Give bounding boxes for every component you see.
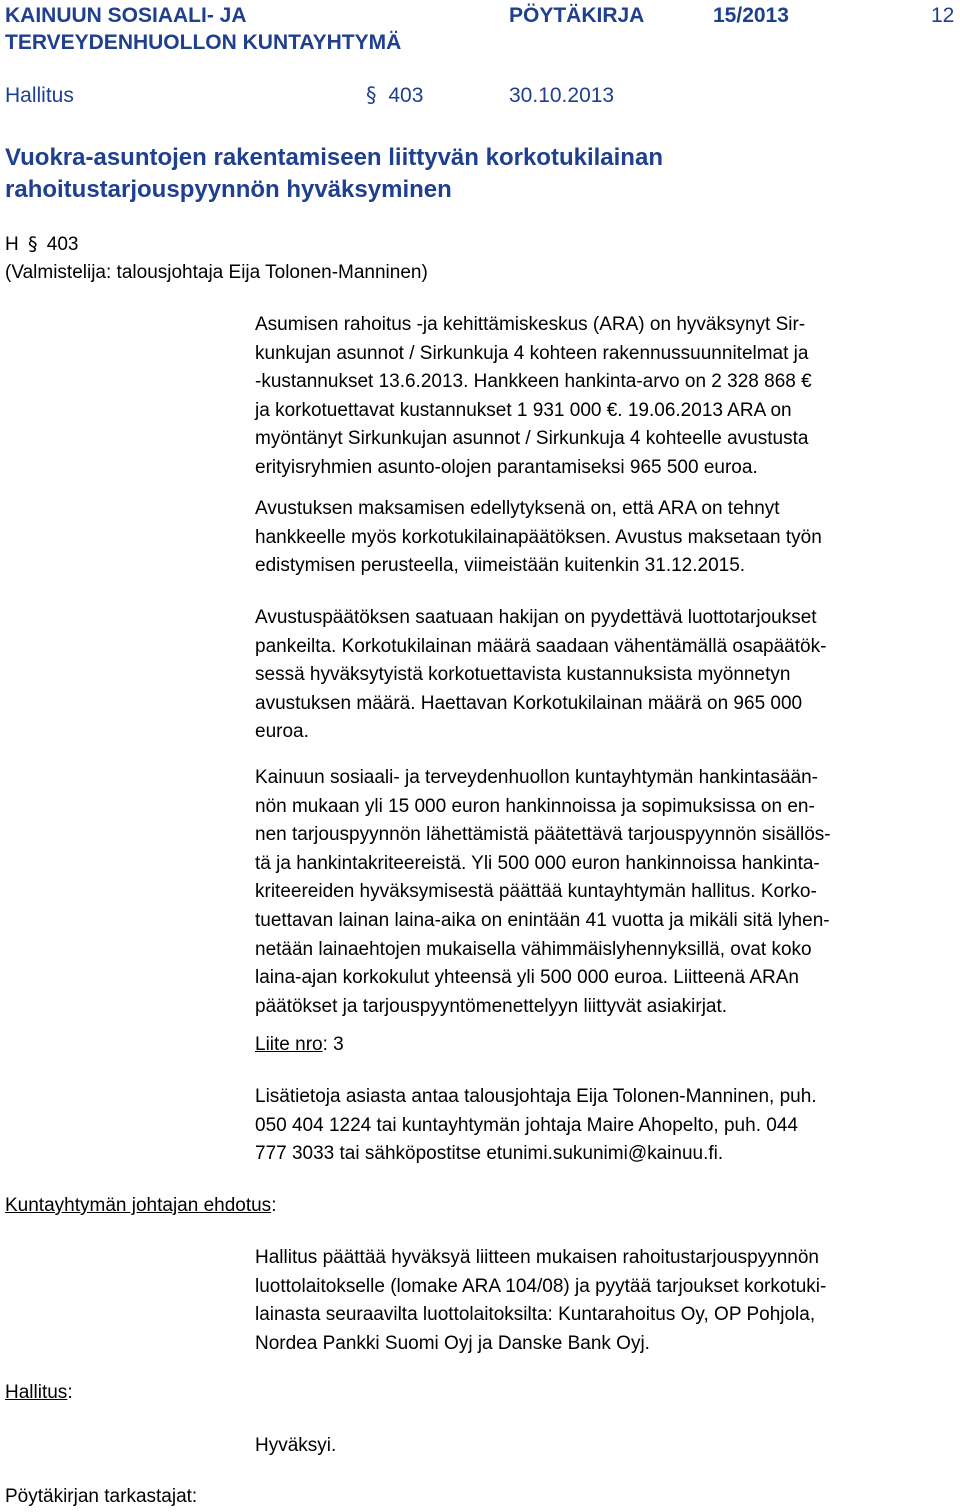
text-line: avustuksen määrä. Haettavan Korkotukilainan määrä on 965 000	[255, 692, 803, 714]
section-reference	[366, 83, 423, 108]
org-name-line2: TERVEYDENHUOLLON KUNTAYHTYMÄ	[5, 31, 402, 54]
proposal-label-text: Kuntayhtymän johtajan ehdotus	[5, 1195, 272, 1216]
decision-label	[5, 1380, 73, 1406]
contact-info	[255, 1083, 817, 1169]
text-line: pankeilta. Korkotukilainan määrä saadaan vähentämällä osapäätök-	[255, 635, 827, 657]
text-line: euroa.	[255, 721, 309, 743]
decision-label-text: Hallitus	[5, 1382, 68, 1403]
text-line: Hallitus päättää hyväksyä liitteen mukaisen rahoitustarjouspyynnön	[255, 1247, 819, 1268]
inspectors-label-colon: :	[191, 1486, 198, 1507]
text-line: 050 404 1224 tai kuntayhtymän johtaja Maire Ahopelto, puh. 044	[255, 1114, 798, 1136]
text-line: Avustuksen maksamisen edellytyksenä on, että ARA on tehnyt	[255, 498, 780, 519]
text-line: nen tarjouspyynnön lähettämistä päätettävä tarjouspyynnön sisällös-	[255, 824, 831, 846]
text-line: Avustuspäätöksen saatuaan hakijan on pyydettävä luottotarjoukset	[255, 607, 817, 628]
text-line: Lisätietoja asiasta antaa talousjohtaja Eija Tolonen-Manninen, puh.	[255, 1086, 817, 1107]
preparer-line: (Valmistelija: talousjohtaja Eija Tolonen-Manninen)	[5, 261, 428, 283]
meeting-date: 30.10.2013	[509, 84, 615, 107]
ref-section-symbol: §	[28, 233, 38, 255]
text-line: ja korkotuettavat kustannukset 1 931 000 €. 19.06.2013 ARA on	[255, 399, 792, 421]
item-title	[5, 142, 663, 206]
section-symbol: §	[366, 83, 377, 107]
text-line: nön mukaan yli 15 000 euron hankinnoissa ja sopimuksissa on en-	[255, 795, 815, 817]
text-line: luottolaitokselle (lomake ARA 104/08) ja pyytää tarjoukset korkotuki-	[255, 1275, 827, 1297]
text-line: Nordea Pankki Suomi Oyj ja Danske Bank Oyj.	[255, 1332, 650, 1354]
org-name-line1: KAINUUN SOSIAALI- JA	[5, 4, 247, 27]
paragraph-loan-amount	[255, 604, 826, 747]
ref-prefix: H	[5, 234, 19, 255]
text-line: hankkeelle myös korkotukilainapäätöksen. Avustus maksetaan työn	[255, 526, 822, 548]
text-line: edistymisen perusteella, viimeistään kuitenkin 31.12.2015.	[255, 555, 746, 577]
item-reference	[5, 230, 428, 287]
text-line: erityisryhmien asunto-olojen parantamiseksi 965 500 euroa.	[255, 456, 758, 478]
text-line: myöntänyt Sirkunkujan asunnot / Sirkunkuja 4 kohteelle avustusta	[255, 428, 809, 450]
text-line: 777 3033 tai sähköpostitse etunimi.sukunimi@kainuu.fi.	[255, 1143, 724, 1165]
text-line: -kustannukset 13.6.2013. Hankkeen hankinta-arvo on 2 328 868 €	[255, 371, 812, 393]
text-line: kriteereiden hyväksymisestä päättää kuntayhtymän hallitus. Korko-	[255, 881, 817, 903]
item-title-line1: Vuokra-asuntojen rakentamiseen liittyvän korkotukilainan	[5, 144, 663, 171]
decision-label-colon: :	[67, 1382, 73, 1403]
text-line: päätökset ja tarjouspyyntömenettelyyn liittyvät asiakirjat.	[255, 995, 728, 1017]
section-ref-line	[5, 230, 428, 259]
text-line: Kainuun sosiaali- ja terveydenhuollon kuntayhtymän hankintasään-	[255, 767, 818, 788]
text-line: laina-ajan korkokulut yhteensä yli 500 000 euroa. Liitteenä ARAn	[255, 967, 799, 989]
meeting-body: Hallitus	[5, 84, 74, 107]
inspectors-label	[5, 1484, 197, 1510]
item-title-line2: rahoitustarjouspyynnön hyväksyminen	[5, 176, 452, 203]
text-line: Asumisen rahoitus -ja kehittämiskeskus (ARA) on hyväksynyt Sir-	[255, 314, 806, 335]
text-line: lainasta seuraavilta luottolaitoksilta: Kuntarahoitus Oy, OP Pohjola,	[255, 1304, 816, 1326]
paragraph-grant-payment	[255, 495, 822, 581]
proposal-label	[5, 1193, 276, 1219]
decision-text: Hyväksyi.	[255, 1435, 337, 1456]
attachment-line	[255, 1031, 344, 1060]
section-number: 403	[388, 84, 424, 107]
text-line: tä ja hankintakriteereistä. Yli 500 000 euron hankinnoissa hankinta-	[255, 852, 820, 874]
paragraph-procurement-rules	[255, 764, 831, 1021]
attachment-value: : 3	[322, 1034, 344, 1055]
doc-type: PÖYTÄKIRJA	[509, 4, 645, 27]
inspectors-label-text: Pöytäkirjan tarkastajat	[5, 1486, 192, 1507]
text-line: kunkujan asunnot / Sirkunkuja 4 kohteen rakennussuunnitelmat ja	[255, 342, 809, 364]
page-number: 12	[931, 4, 955, 27]
proposal-label-colon: :	[271, 1195, 277, 1216]
proposal-text	[255, 1244, 826, 1358]
text-line: sessä hyväksytyistä korkotuettavista kustannuksista myönnetyn	[255, 664, 791, 686]
ref-number: 403	[46, 234, 79, 255]
text-line: tuettavan lainan laina-aika on enintään 41 vuotta ja mikäli sitä lyhen-	[255, 909, 830, 931]
doc-number: 15/2013	[713, 4, 789, 27]
attachment-label: Liite nro	[255, 1034, 323, 1055]
text-line: netään lainaehtojen mukaisella vähimmäislyhennyksillä, ovat koko	[255, 938, 812, 960]
paragraph-ara-approval	[255, 311, 812, 483]
